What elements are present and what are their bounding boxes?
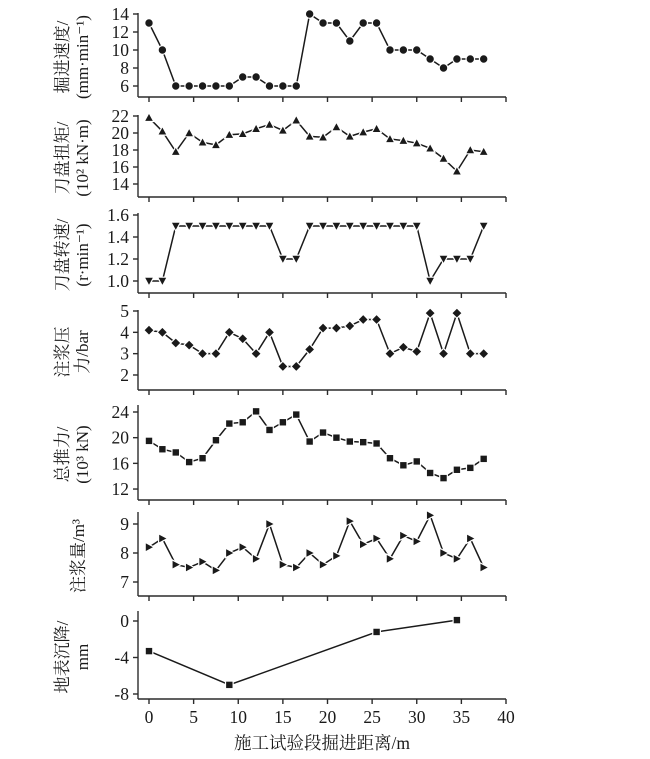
triangle-right-marker <box>359 540 368 550</box>
square-marker <box>279 418 287 426</box>
diamond-marker <box>465 348 475 358</box>
diamond-marker <box>345 321 355 331</box>
square-marker <box>306 438 314 446</box>
triangle-right-marker <box>373 534 382 544</box>
triangle-right-marker <box>413 537 422 547</box>
x-tick-label: 35 <box>452 707 471 727</box>
square-marker <box>292 411 300 419</box>
markers <box>145 408 487 482</box>
triangle-up-marker <box>385 134 395 143</box>
diamond-marker <box>412 346 422 356</box>
triangle-right-marker <box>159 534 168 544</box>
y-axis-title-line: (10³ kN) <box>73 425 92 484</box>
markers <box>144 222 488 286</box>
y-tick-label: 3 <box>120 343 129 364</box>
triangle-right-marker <box>440 548 449 558</box>
y-tick-label: 16 <box>111 157 129 177</box>
y-axis-title-line: (r·min⁻¹) <box>73 223 92 287</box>
y-tick-label: 14 <box>111 4 129 24</box>
square-marker <box>346 438 354 446</box>
y-tick-label: 9 <box>120 514 129 534</box>
y-tick-label: 8 <box>120 58 129 78</box>
x-tick-label: 20 <box>318 707 337 727</box>
circle-marker <box>466 55 475 64</box>
circle-marker <box>412 46 421 55</box>
circle-marker <box>265 82 274 91</box>
triangle-up-marker <box>184 128 194 137</box>
circle-marker <box>332 19 341 28</box>
diamond-marker <box>478 348 488 358</box>
circle-marker <box>453 55 462 64</box>
square-marker <box>480 455 488 463</box>
diamond-marker <box>398 342 408 352</box>
triangle-right-marker <box>226 548 235 558</box>
square-marker <box>172 449 180 457</box>
circle-marker <box>252 73 261 82</box>
panel-grouting-pressure <box>53 301 506 395</box>
y-tick-label: 2 <box>120 364 129 385</box>
y-axis-title-line: 力/bar <box>73 330 92 374</box>
y-axis-title-line: 掘进速度/ <box>53 20 72 94</box>
diamond-marker <box>358 314 368 324</box>
square-marker <box>159 445 167 453</box>
x-tick-label: 15 <box>274 707 292 727</box>
y-axis-title-line: 总推力/ <box>53 426 72 483</box>
y-tick-label: 14 <box>111 174 129 194</box>
panel-total-thrust <box>53 402 506 505</box>
triangle-right-marker <box>212 566 221 576</box>
circle-marker <box>171 82 180 91</box>
data-line <box>149 620 457 685</box>
square-marker <box>453 616 461 624</box>
triangle-up-marker <box>439 154 449 163</box>
triangle-right-marker <box>346 516 355 526</box>
y-axis-title-line: 地表沉降/ <box>53 620 72 694</box>
square-marker <box>333 434 341 442</box>
triangle-right-marker <box>453 554 462 564</box>
data-line <box>149 14 484 86</box>
square-marker <box>373 440 381 448</box>
y-tick-label: 5 <box>120 301 129 321</box>
triangle-down-marker <box>479 222 489 231</box>
y-tick-label: 12 <box>111 479 129 500</box>
data-line <box>149 313 484 366</box>
circle-marker <box>439 64 448 73</box>
circle-marker <box>225 82 234 91</box>
diamond-marker <box>224 327 234 337</box>
x-tick-label: 10 <box>229 707 247 727</box>
y-tick-label: 1.0 <box>107 271 129 291</box>
y-tick-label: 1.4 <box>107 227 129 247</box>
triangle-right-marker <box>185 563 194 573</box>
y-axis-title-line: 刀盘扭矩/ <box>53 121 72 195</box>
circle-marker <box>479 55 488 64</box>
panel-surface-settlement <box>53 611 506 704</box>
panel-cutterhead-torque <box>53 106 506 202</box>
markers <box>145 511 489 576</box>
y-tick-label: 22 <box>111 106 129 126</box>
y-tick-label: -8 <box>114 684 129 704</box>
square-marker <box>467 464 475 472</box>
y-tick-label: 0 <box>120 611 129 631</box>
diamond-marker <box>318 323 328 333</box>
square-marker <box>359 438 367 446</box>
square-marker <box>252 408 260 416</box>
square-marker <box>199 454 207 462</box>
triangle-right-marker <box>279 560 288 570</box>
x-tick-label: 5 <box>189 707 198 727</box>
diamond-marker <box>452 308 462 318</box>
markers <box>144 113 488 175</box>
square-marker <box>145 437 153 445</box>
circle-marker <box>346 37 355 46</box>
y-axis-title-line: (10² kN·m) <box>73 119 92 197</box>
diamond-marker <box>197 348 207 358</box>
diamond-marker <box>385 348 395 358</box>
triangle-up-marker <box>332 122 342 131</box>
y-tick-label: 8 <box>120 543 129 563</box>
data-line <box>149 411 484 478</box>
square-marker <box>373 628 381 636</box>
circle-marker <box>305 10 314 19</box>
triangle-right-marker <box>467 534 476 544</box>
circle-marker <box>372 19 381 28</box>
square-marker <box>386 454 394 462</box>
x-axis-title: 施工试验段掘进距离/m <box>234 733 410 753</box>
circle-marker <box>238 73 247 82</box>
triangle-up-marker <box>198 137 208 146</box>
x-tick-label: 30 <box>408 707 426 727</box>
y-axis-title-line: 注浆压 <box>53 326 72 378</box>
y-tick-label: 20 <box>111 427 129 448</box>
y-tick-label: 10 <box>111 40 129 60</box>
panel-cutterhead-rotation-speed <box>53 205 506 298</box>
y-axis-title-line: mm <box>73 643 92 671</box>
triangle-up-marker <box>144 113 154 122</box>
x-tick-label: 25 <box>363 707 381 727</box>
panel-grouting-volume <box>69 511 506 602</box>
triangle-right-marker <box>480 563 489 573</box>
triangle-down-marker <box>425 277 435 286</box>
triangle-right-marker <box>386 554 395 564</box>
square-marker <box>266 426 274 434</box>
y-tick-label: 4 <box>120 322 129 343</box>
y-tick-label: 20 <box>111 123 129 143</box>
triangle-right-marker <box>172 560 181 570</box>
circle-marker <box>386 46 395 55</box>
circle-marker <box>158 46 167 55</box>
y-tick-label: 18 <box>111 140 129 160</box>
circle-marker <box>145 19 154 28</box>
diamond-marker <box>278 361 288 371</box>
circle-marker <box>198 82 207 91</box>
circle-marker <box>426 55 435 64</box>
markers <box>145 10 488 91</box>
square-marker <box>319 429 327 437</box>
y-tick-label: 16 <box>111 453 129 474</box>
square-marker <box>440 474 448 482</box>
square-marker <box>185 458 193 466</box>
y-tick-label: 1.6 <box>107 205 129 225</box>
y-tick-label: 1.2 <box>107 249 129 269</box>
square-marker <box>212 436 220 444</box>
x-tick-label: 0 <box>144 707 154 727</box>
square-marker <box>145 647 153 655</box>
triangle-up-marker <box>466 145 476 154</box>
circle-marker <box>319 19 328 28</box>
diamond-marker <box>184 340 194 350</box>
diamond-marker <box>211 348 221 358</box>
circle-marker <box>185 82 194 91</box>
y-tick-label: 6 <box>120 76 129 96</box>
circle-marker <box>279 82 288 91</box>
diamond-marker <box>425 308 435 318</box>
triangle-up-marker <box>278 125 288 134</box>
diamond-marker <box>438 348 448 358</box>
diamond-marker <box>371 314 381 324</box>
y-tick-label: -4 <box>114 647 129 668</box>
square-marker <box>226 420 234 428</box>
x-tick-label: 40 <box>497 707 515 727</box>
y-tick-label: 12 <box>111 22 129 42</box>
diamond-marker <box>144 325 154 335</box>
data-line <box>149 226 484 281</box>
panel-excavation-speed <box>52 4 506 102</box>
square-marker <box>413 458 421 466</box>
y-tick-label: 7 <box>120 572 129 592</box>
circle-marker <box>292 82 301 91</box>
circle-marker <box>359 19 368 28</box>
triangle-up-marker <box>291 115 301 124</box>
triangle-right-marker <box>400 531 409 541</box>
triangle-up-marker <box>372 124 382 133</box>
square-marker <box>239 418 247 426</box>
y-axis-title-line: 注浆量/m³ <box>69 518 88 594</box>
square-marker <box>226 681 234 689</box>
circle-marker <box>212 82 221 91</box>
circle-marker <box>399 46 408 55</box>
triangle-up-marker <box>265 120 275 129</box>
diamond-marker <box>331 323 341 333</box>
diamond-marker <box>264 327 274 337</box>
y-tick-label: 24 <box>111 402 129 422</box>
square-marker <box>426 469 434 477</box>
y-axis-title-line: (mm·min⁻¹) <box>73 15 92 99</box>
y-axis-title-line: 刀盘转速/ <box>53 218 72 292</box>
square-marker <box>453 466 461 474</box>
square-marker <box>400 461 408 469</box>
